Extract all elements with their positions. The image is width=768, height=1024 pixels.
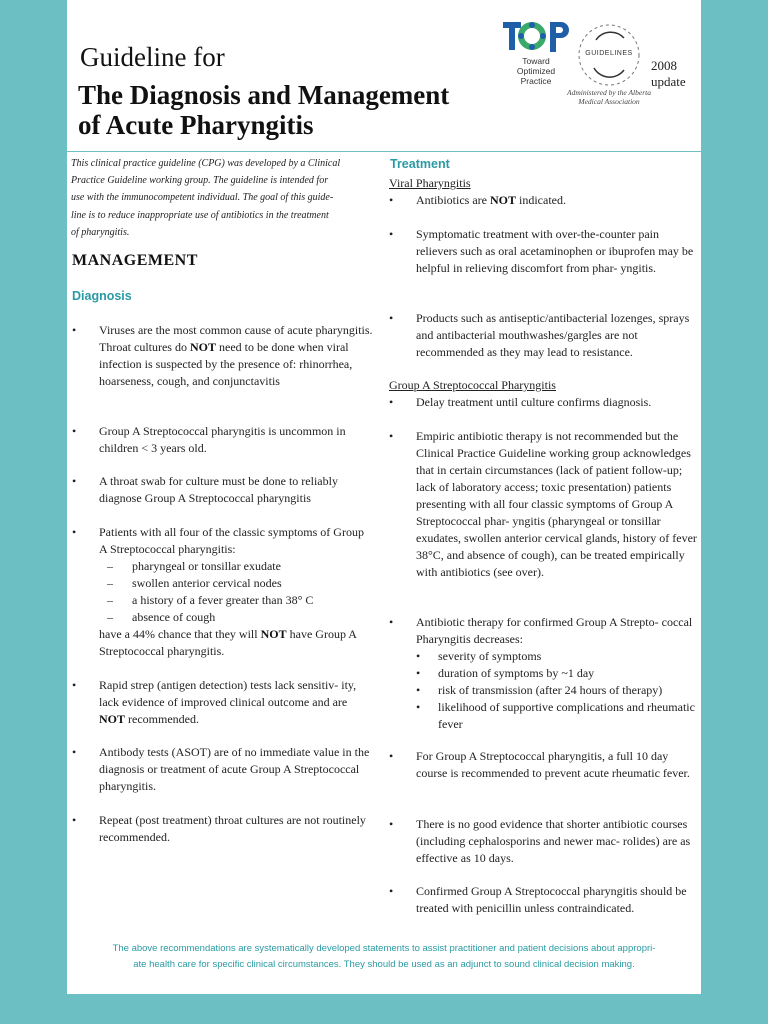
decrease-item: • risk of transmission (after 24 hours of therapy) <box>416 682 701 699</box>
list-item: • Delay treatment until culture confirms diagnosis. <box>389 395 652 409</box>
treatment-heading: Treatment <box>390 157 450 171</box>
intro-paragraph: This clinical practice guideline (CPG) was developed by a Clinical Practice Guideline working group. The guideline is intended for use with the immunocompetent individual. The goal of this guide- line is to reduce inappropriate use of antibiotics in the treatment of pharyngitis. <box>71 158 341 238</box>
page-title <box>78 80 508 140</box>
list-item: • Viruses are the most common cause of acute pharyngitis. Throat cultures do NOT need to be done when viral infection is suspected by the presence of: rhinorrhea, hoarseness, cough, and conjunctavitis <box>72 323 373 388</box>
decrease-item: • likelihood of supportive complications and rheumatic fever <box>416 699 701 733</box>
list-item: • Products such as antiseptic/antibacterial lozenges, sprays and antibacterial mouthwashes/gargles are not recommended as they may lead to resistance. <box>389 311 690 359</box>
top-logo <box>501 20 571 92</box>
strep-heading: Group A Streptococcal Pharyngitis <box>389 378 556 392</box>
list-item: • A throat swab for culture must be done to reliably diagnose Group A Streptococcal pharyngitis <box>72 474 338 505</box>
list-item: • Antibody tests (ASOT) are of no immediate value in the diagnosis or treatment of acute Group A Streptococcal pharyngitis. <box>72 745 370 793</box>
title-line-2: of Acute Pharyngitis <box>78 110 314 140</box>
list-item: • Group A Streptococcal pharyngitis is uncommon in children < 3 years old. <box>72 424 346 455</box>
list-item: • Symptomatic treatment with over-the-counter pain relievers such as oral acetaminophen or ibuprofen may be helpful in relieving discomfort from phar- yngitis. <box>389 227 694 275</box>
top-logo-text: Toward Optimized Practice <box>516 56 556 86</box>
header-kicker: Guideline for <box>80 42 225 72</box>
footer-disclaimer: The above recommendations are systematically developed statements to assist practitioner and patient decisions about appropri- ate health care for specific clinical circumstances. They should be used as an adjunct to sound clinical decision making. <box>112 943 656 970</box>
header-divider <box>67 151 701 152</box>
list-item: • Rapid strep (antigen detection) tests lack sensitiv- ity, lack evidence of improved clinical outcome and are NOT recommended. <box>72 678 357 726</box>
title-line-1: The Diagnosis and Management <box>78 80 450 110</box>
seal-text: GUIDELINES <box>585 50 633 57</box>
sign-item: – swollen anterior cervical nodes <box>99 575 374 592</box>
decrease-item: • severity of symptoms <box>416 648 701 665</box>
list-item: • Antibiotic therapy for confirmed Group A Strepto- coccal Pharyngitis decreases: • severity of symptoms • duration of symptoms by ~1 day • risk of transmission (after 24 hours of therapy) • likelihood of supportive complications and rheumatic fever <box>389 614 701 733</box>
bottom-band <box>0 994 768 1024</box>
sign-item: – absence of cough <box>99 609 374 626</box>
administered-by: Administered by the Alberta Medical Association <box>567 88 651 106</box>
list-item: • Patients with all four of the classic symptoms of Group A Streptococcal pharyngitis: – pharyngeal or tonsillar exudate – swollen anterior cervical nodes – a history of a fever greater than 38° C – absence of cough have a 44% chance that they will NOT have Group A Streptococcal pharyngitis. <box>72 524 374 660</box>
viral-heading: Viral Pharyngitis <box>389 176 471 190</box>
guidelines-seal <box>572 18 646 92</box>
management-heading: MANAGEMENT <box>72 252 198 269</box>
list-item: • Antibiotics are NOT indicated. <box>389 193 566 207</box>
sign-item: – a history of a fever greater than 38° C <box>99 592 374 609</box>
update-label: 2008 update <box>651 58 686 89</box>
list-item: • For Group A Streptococcal pharyngitis, a full 10 day course is recommended to prevent acute rheumatic fever. <box>389 749 690 780</box>
guideline-page <box>67 0 701 994</box>
top-logo-glyph <box>501 20 571 54</box>
list-item: • Confirmed Group A Streptococcal pharyngitis should be treated with penicillin unless contraindicated. <box>389 884 687 915</box>
list-item: • There is no good evidence that shorter antibiotic courses (including cephalosporins and newer mac- rolides) are as effective as 10 days. <box>389 817 691 865</box>
decrease-item: • duration of symptoms by ~1 day <box>416 665 701 682</box>
sign-item: – pharyngeal or tonsillar exudate <box>99 558 374 575</box>
list-item: • Empiric antibiotic therapy is not recommended but the Clinical Practice Guideline working group acknowledges that in certain circumstances (lack of patient follow-up; lack of laboratory access; toxic presentation) patients presenting with all four classic symptoms of Group A Streptococcal phar- yngitis (pharyngeal or tonsillar exudates, swollen anterior cervical glands, history of fever 38°C, and absence of cough), can be treated empirically with antibiotics (see over). <box>389 429 697 579</box>
list-item: • Repeat (post treatment) throat cultures are not routinely recommended. <box>72 813 366 844</box>
diagnosis-heading: Diagnosis <box>72 289 132 303</box>
